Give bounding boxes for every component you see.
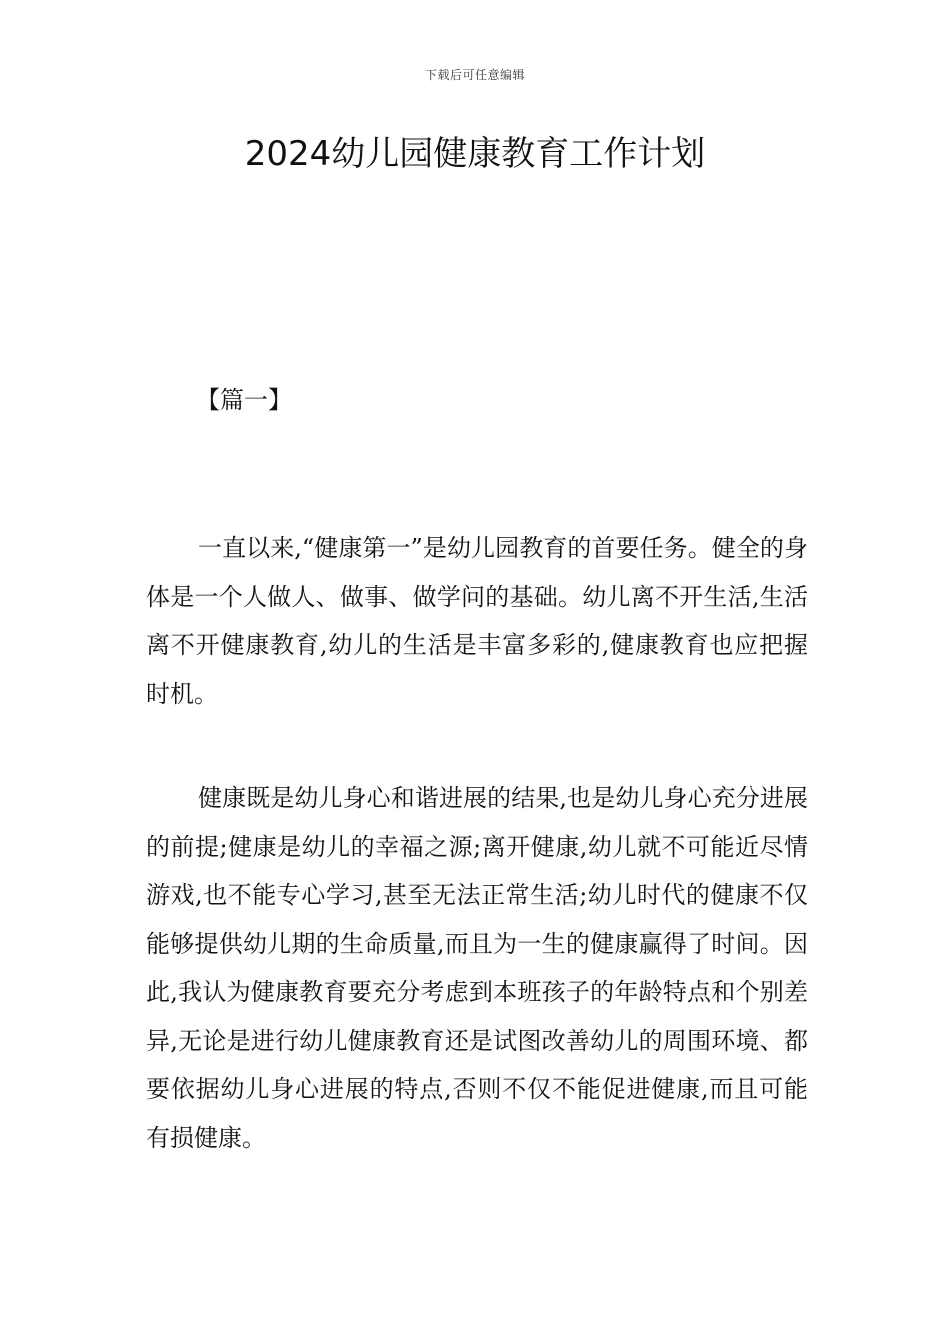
- header-note: 下载后可任意编辑: [424, 68, 525, 82]
- document-title: 2024幼儿园健康教育工作计划: [244, 134, 706, 174]
- section-label: 【篇一】: [196, 386, 292, 414]
- body-paragraph: 健康既是幼儿身心和谐进展的结果,也是幼儿身心充分进展的前提;健康是幼儿的幸福之源;离开健康,幼儿就不可能近尽情游戏,也不能专心学习,甚至无法正常生活;幼儿时代的健康不仅能够提供幼儿期的生命质量,而且为一生的健康赢得了时间。因此,我认为健康教育要充分考虑到本班孩子的年龄特点和个别差异,无论是进行幼儿健康教育还是试图改善幼儿的周围环境、都要依据幼儿身心进展的特点,否则不仅不能促进健康,而且可能有损健康。: [146, 784, 808, 1152]
- body-paragraph: 一直以来,“健康第一”是幼儿园教育的首要任务。健全的身体是一个人做人、做事、做学问的基础。幼儿离不开生活,生活离不开健康教育,幼儿的生活是丰富多彩的,健康教育也应把握时机。: [146, 534, 808, 708]
